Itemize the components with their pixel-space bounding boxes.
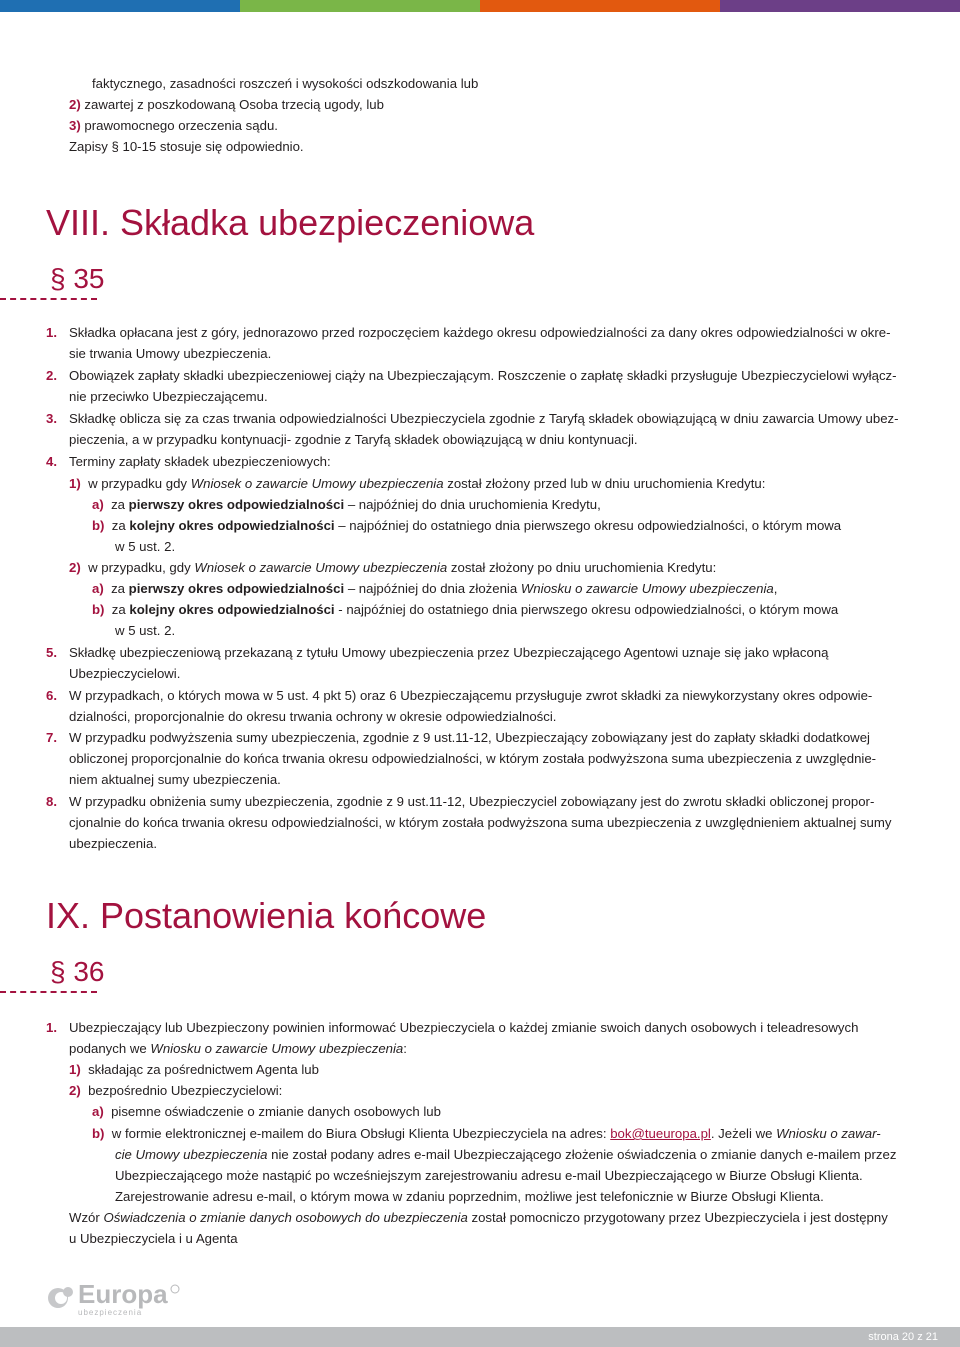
s8-item-5-text-a: Składkę ubezpieczeniową przekazaną z tytułu Umowy ubezpieczenia przez Ubezpieczającego Agentowi uznaje się jako wpłaconą: [69, 645, 829, 660]
top-bar-purple: [720, 0, 960, 12]
s8-item-8-text-c: ubezpieczenia.: [69, 836, 157, 851]
s8-item-8: 8.: [46, 794, 57, 809]
section-8-title: VIII. Składka ubezpieczeniowa: [46, 202, 535, 243]
s8-item-8-text-a: W przypadku obniżenia sumy ubezpieczenia, zgodnie z 9 ust.11-12, Ubezpieczyciel zobowiązany jest do zwrotu składki obliczonej propor-: [69, 794, 875, 809]
s8-item-2: 2.: [46, 368, 57, 383]
s8-item-7-text-c: niem aktualnej sumy ubezpieczenia.: [69, 772, 281, 787]
s8-item-4-sub-2-b: b) za kolejny okres odpowiedzialności - najpóźniej do ostatniego dnia pierwszego okresu odpowiedzialności, o którym mowa: [92, 602, 839, 617]
s8-item-7-text-b: obliczonej proporcjonalnie do końca trwania okresu odpowiedzialności, w którym została podwyższona suma ubezpieczenia z uwzględnie-: [69, 751, 877, 766]
paragraph-35-divider: [0, 298, 97, 300]
page-number: strona 20 z 21: [868, 1331, 938, 1343]
s8-item-6: 6.: [46, 688, 57, 703]
paragraph-36-label: § 36: [50, 956, 105, 987]
s8-item-4-sub-2-a: a) za pierwszy okres odpowiedzialności – najpóźniej do dnia złożenia Wniosku o zawarcie Umowy ubezpieczenia,: [92, 581, 778, 596]
s9-item-1: 1.: [46, 1020, 57, 1035]
s8-item-7-text-a: W przypadku podwyższenia sumy ubezpieczenia, zgodnie z 9 ust.11-12, Ubezpieczający zobowiązany jest do zapłaty składki dodatkowej: [69, 730, 870, 745]
page-footer: [0, 1327, 960, 1347]
s8-item-2-text-a: Obowiązek zapłaty składki ubezpieczeniowej ciąży na Ubezpieczającym. Roszczenie o zapłatę składki przysługuje Ubezpieczycielowi wyłącz-: [69, 368, 897, 383]
s8-item-5: 5.: [46, 645, 57, 660]
paragraph-35-label: § 35: [50, 263, 105, 294]
s9-item-1-sub-2-b-line-2: cie Umowy ubezpieczenia nie został podany adres e-mail Ubezpieczającego złożenie oświadczenia o zmianie danych e-mailem przez: [115, 1147, 897, 1162]
s8-item-4-sub-1: 1) w przypadku gdy Wniosek o zawarcie Umowy ubezpieczenia został złożony przed lub w dniu uruchomienia Kredytu:: [69, 476, 766, 491]
s8-item-2-text-b: nie przeciwko Ubezpieczającemu.: [69, 389, 268, 404]
s9-item-1-sub-2-b-line-3: Ubezpieczającego może nastąpić po wcześniejszym zarejestrowaniu adresu e-mail Ubezpieczającego w Biurze Obsługi Klienta.: [115, 1168, 863, 1183]
s8-item-8-text-b: cjonalnie do końca trwania okresu odpowiedzialności, w którym została podwyższona suma ubezpieczenia z uwzględnieniem aktualnej sumy: [69, 815, 892, 830]
section-9-title: IX. Postanowienia końcowe: [46, 895, 487, 936]
s8-item-3: 3.: [46, 411, 57, 426]
intro-item-2: 2) zawartej z poszkodowaną Osoba trzecią ugody, lub: [69, 97, 384, 112]
top-bar-green: [240, 0, 480, 12]
s8-item-4: 4.: [46, 454, 57, 469]
intro-item-3: 3) prawomocnego orzeczenia sądu.: [69, 118, 278, 133]
s8-item-3-text-b: pieczenia, a w przypadku kontynuacji- zgodnie z Taryfą składek obowiązującą w dniu kontynuacji.: [69, 432, 638, 447]
top-bar-blue: [0, 0, 240, 12]
s8-item-6-text-b: dzialności, proporcjonalnie do okresu trwania ochrony w okresie odpowiedzialności.: [69, 709, 557, 724]
s9-item-1-sub-2-b: b) w formie elektronicznej e-mailem do Biura Obsługi Klienta Ubezpieczyciela na adres: bok@tueuropa.pl. Jeżeli we Wniosku o zawar-: [92, 1126, 881, 1141]
europa-logo: [46, 1278, 180, 1318]
s8-item-1-text-b: sie trwania Umowy ubezpieczenia.: [69, 346, 272, 361]
logo-wordmark: Europa: [78, 1278, 168, 1309]
s9-item-1-sub-1: 1) składając za pośrednictwem Agenta lub: [69, 1062, 319, 1077]
paragraph-36-divider: [0, 991, 97, 993]
s8-item-7: 7.: [46, 730, 57, 745]
s8-item-4-sub-2-b-cont: w 5 ust. 2.: [115, 623, 176, 638]
s9-item-1-text-a: Ubezpieczający lub Ubezpieczony powinien informować Ubezpieczyciela o każdej zmianie swoich danych osobowych i teleadresowych: [69, 1020, 859, 1035]
s8-item-4-sub-1-a: a) za pierwszy okres odpowiedzialności – najpóźniej do dnia uruchomienia Kredytu,: [92, 497, 601, 512]
s8-item-4-sub-2: 2) w przypadku, gdy Wniosek o zawarcie Umowy ubezpieczenia został złożony po dniu uruchomienia Kredytu:: [69, 560, 717, 575]
s9-item-1-text-b: podanych we Wniosku o zawarcie Umowy ubezpieczenia:: [69, 1041, 407, 1056]
intro-line-4: Zapisy § 10-15 stosuje się odpowiednio.: [69, 139, 304, 154]
s8-item-1: 1.: [46, 325, 57, 340]
s9-template-note-line-2: u Ubezpieczyciela i u Agenta: [69, 1231, 238, 1246]
s9-item-1-sub-2-a: a) pisemne oświadczenie o zmianie danych osobowych lub: [92, 1104, 441, 1119]
s8-item-4-sub-1-b: b) za kolejny okres odpowiedzialności – najpóźniej do ostatniego dnia pierwszego okresu odpowiedzialności, o którym mowa: [92, 518, 842, 533]
s8-item-4-sub-1-b-cont: w 5 ust. 2.: [115, 539, 176, 554]
s9-template-note-line-1: Wzór Oświadczenia o zmianie danych osobowych do ubezpieczenia został pomocniczo przygotowany przez Ubezpieczyciela i jest dostępny: [69, 1210, 888, 1225]
registered-mark-icon: [170, 1284, 180, 1294]
email-link[interactable]: bok@tueuropa.pl: [610, 1126, 711, 1141]
s9-item-1-sub-2-b-line-4: Zarejestrowanie adresu e-mail, o którym mowa w zdaniu poprzednim, możliwe jest telefonicznie w Biurze Obsługi Klienta.: [115, 1189, 824, 1204]
top-bar-orange: [480, 0, 720, 12]
s8-item-3-text-a: Składkę oblicza się za czas trwania odpowiedzialności Ubezpieczyciela zgodnie z Taryfą składek obowiązującą w dniu zawarcia Umowy ubez-: [69, 411, 899, 426]
s8-item-1-text-a: Składka opłacana jest z góry, jednorazowo przed rozpoczęciem każdego okresu odpowiedzialności za dany okres odpowiedzialności w okre-: [69, 325, 891, 340]
europa-logo-icon: [46, 1283, 76, 1313]
logo-subtitle: ubezpieczenia: [78, 1307, 143, 1317]
s8-item-6-text-a: W przypadkach, o których mowa w 5 ust. 4 pkt 5) oraz 6 Ubezpieczającemu przysługuje zwrot składki za niewykorzystany okres odpowie-: [69, 688, 873, 703]
intro-line-1: faktycznego, zasadności roszczeń i wysokości odszkodowania lub: [92, 76, 479, 91]
s8-item-5-text-b: Ubezpieczycielowi.: [69, 666, 181, 681]
top-color-bar: [0, 0, 960, 12]
s8-item-4-text: Terminy zapłaty składek ubezpieczeniowych:: [69, 454, 331, 469]
s9-item-1-sub-2: 2) bezpośrednio Ubezpieczycielowi:: [69, 1083, 283, 1098]
